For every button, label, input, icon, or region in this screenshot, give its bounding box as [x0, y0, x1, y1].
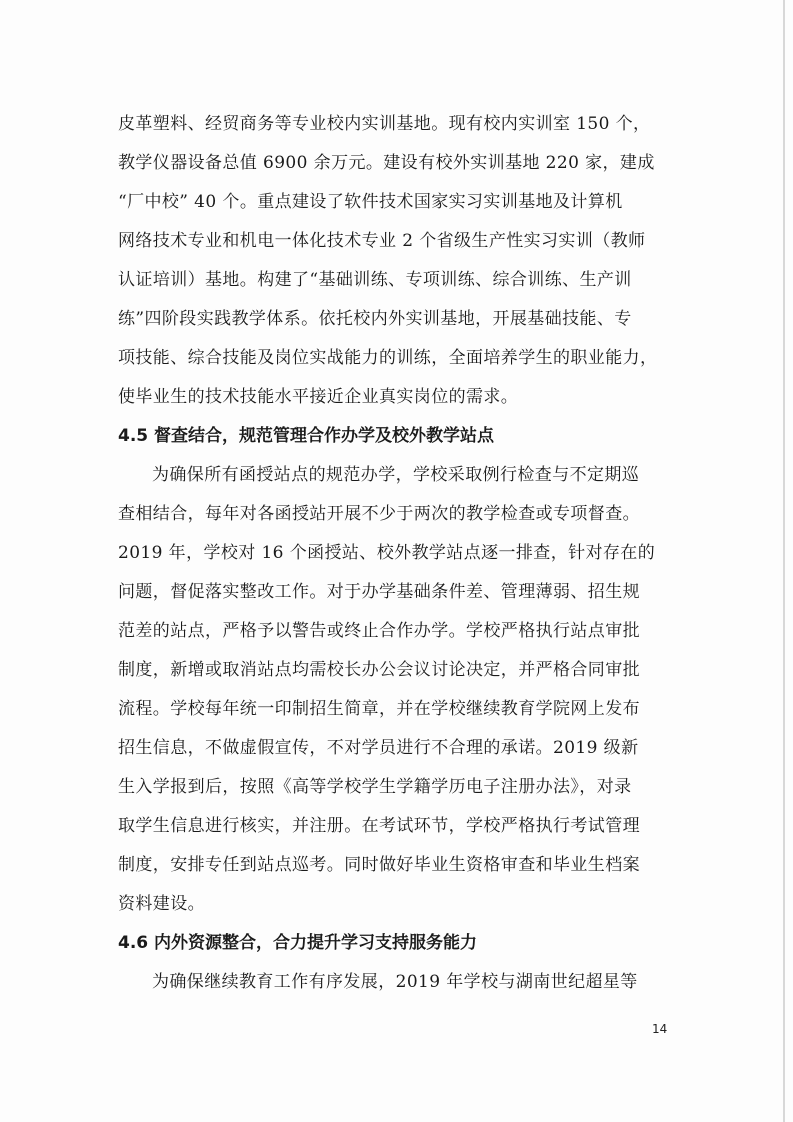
page-number: 14 [652, 1022, 668, 1036]
paragraph-1-line-3: “厂中校” 40 个。重点建设了软件技术国家实习实训基地及计算机 [118, 192, 623, 212]
paragraph-2-line-1: 为确保所有函授站点的规范办学，学校采取例行检查与不定期巡 [152, 465, 640, 485]
paragraph-2-line-8: 招生信息，不做虚假宣传，不对学员进行不合理的承诺。2019 级新 [118, 738, 639, 758]
paragraph-1-line-5: 认证培训）基地。构建了“基础训练、专项训练、综合训练、生产训 [118, 270, 632, 290]
page-content [118, 105, 678, 1002]
paragraph-3-line-1: 为确保继续教育工作有序发展，2019 年学校与湖南世纪超星等 [152, 972, 638, 992]
paragraph-1-line-4: 网络技术专业和机电一体化技术专业 2 个省级生产性实习实训（教师 [118, 231, 646, 251]
paragraph-2-line-12: 资料建设。 [118, 894, 205, 914]
paragraph-1-line-1: 皮革塑料、经贸商务等专业校内实训基地。现有校内实训室 150 个， [118, 114, 651, 134]
paragraph-1-line-2: 教学仪器设备总值 6900 余万元。建设有校外实训基地 220 家，建成 [118, 153, 655, 173]
paragraph-2-line-10: 取学生信息进行核实，并注册。在考试环节，学校严格执行考试管理 [118, 816, 640, 836]
paragraph-1-line-8: 使毕业生的技术技能水平接近企业真实岗位的需求。 [118, 387, 519, 407]
paragraph-2-line-9: 生入学报到后，按照《高等学校学生学籍学历电子注册办法》，对录 [118, 777, 632, 797]
paragraph-2-line-4: 问题，督促落实整改工作。对于办学基础条件差、管理薄弱、招生规 [118, 582, 640, 602]
paragraph-2-line-3: 2019 年，学校对 16 个函授站、校外教学站点逐一排查，针对存在的 [118, 543, 656, 563]
paragraph-1-line-6: 练”四阶段实践教学体系。依托校内外实训基地，开展基础技能、专 [118, 309, 632, 329]
paragraph-2-line-2: 查相结合，每年对各函授站开展不少于两次的教学检查或专项督查。 [118, 504, 640, 524]
section-heading-4-5: 4.5 督查结合，规范管理合作办学及校外教学站点 [118, 426, 495, 446]
scan-edge-line [783, 0, 785, 1122]
section-heading-4-6: 4.6 内外资源整合，合力提升学习支持服务能力 [118, 933, 478, 953]
paragraph-2-line-11: 制度，安排专任到站点巡考。同时做好毕业生资格审查和毕业生档案 [118, 855, 640, 875]
paragraph-1-line-7: 项技能、综合技能及岗位实战能力的训练，全面培养学生的职业能力， [118, 348, 658, 368]
paragraph-2-line-6: 制度，新增或取消站点均需校长办公会议讨论决定，并严格合同审批 [118, 660, 640, 680]
paragraph-2-line-7: 流程。学校每年统一印制招生简章，并在学校继续教育学院网上发布 [118, 699, 640, 719]
paragraph-2-line-5: 范差的站点，严格予以警告或终止合作办学。学校严格执行站点审批 [118, 621, 640, 641]
